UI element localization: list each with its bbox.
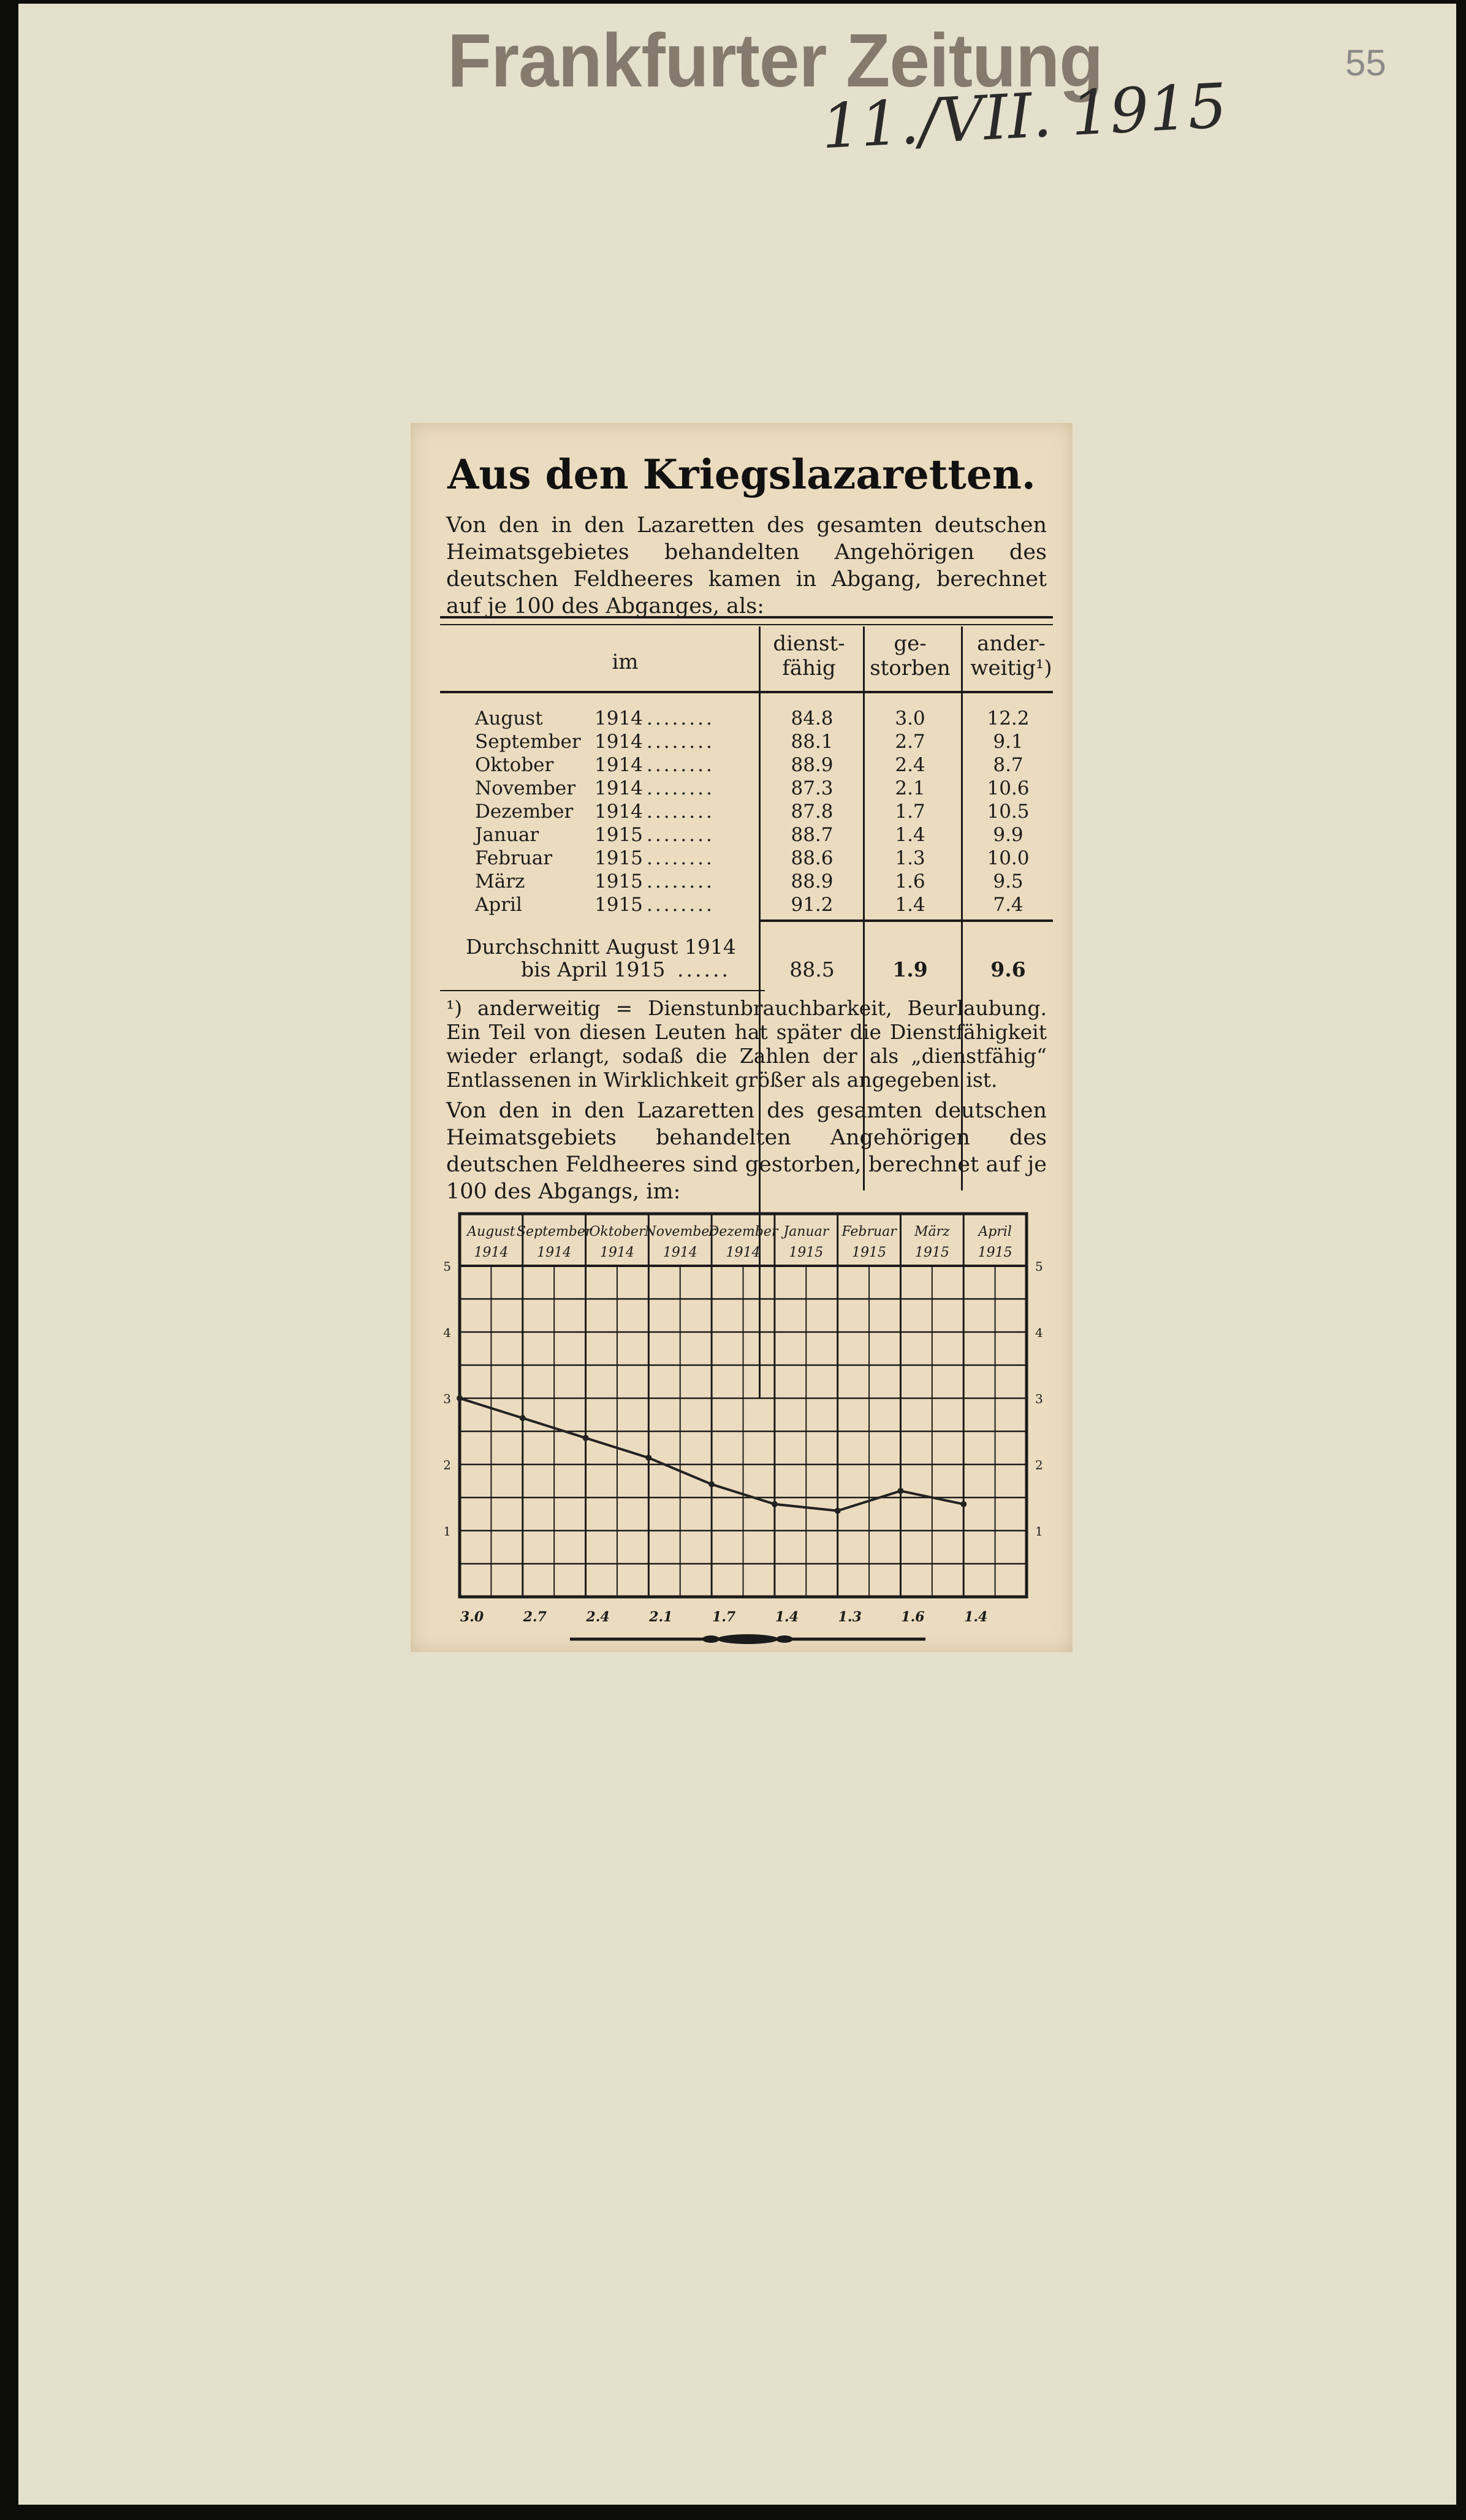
row-other: 12.2 xyxy=(987,707,1030,729)
row-died: 2.7 xyxy=(895,731,925,753)
row-year: 1914 xyxy=(594,777,643,799)
row-other: 10.5 xyxy=(987,801,1030,823)
row-month: September xyxy=(475,731,581,753)
row-year: 1915 xyxy=(594,894,643,916)
row-fit: 88.6 xyxy=(791,847,834,869)
row-fit: 87.8 xyxy=(791,801,834,823)
chart-left-tick: 5 xyxy=(443,1259,451,1274)
average-died: 1.9 xyxy=(892,957,928,981)
row-other: 10.6 xyxy=(987,777,1030,799)
chart-right-tick: 1 xyxy=(1035,1524,1043,1539)
row-month: Februar xyxy=(475,847,553,869)
row-year: 1915 xyxy=(594,870,643,893)
chart-bottom-label: 3.0 xyxy=(460,1609,484,1625)
table-header-im: im xyxy=(612,650,639,674)
row-died: 2.1 xyxy=(895,777,925,799)
chart-bottom-label: 2.7 xyxy=(523,1609,547,1625)
chart-point xyxy=(520,1415,526,1421)
chart-year-label: 1914 xyxy=(599,1245,634,1260)
chart-bottom-label: 1.6 xyxy=(901,1609,925,1625)
row-year: 1915 xyxy=(594,824,643,846)
page-number: 55 xyxy=(1345,42,1386,83)
row-month: März xyxy=(475,870,525,893)
row-died: 1.3 xyxy=(895,847,925,869)
chart-point xyxy=(772,1501,778,1507)
table-header-died-2: storben xyxy=(870,656,951,680)
chart-point xyxy=(708,1481,715,1487)
row-dots: ........ xyxy=(647,777,715,799)
row-dots: ........ xyxy=(647,707,715,729)
row-fit: 88.7 xyxy=(791,824,834,846)
chart-year-label: 1915 xyxy=(978,1245,1012,1260)
chart-grid xyxy=(460,1214,1027,1597)
row-other: 10.0 xyxy=(987,847,1030,869)
chart-bottom-label: 2.1 xyxy=(649,1609,673,1625)
chart-point xyxy=(457,1395,463,1401)
chart-year-label: 1915 xyxy=(789,1245,824,1260)
row-other: 7.4 xyxy=(993,894,1024,916)
row-month: April xyxy=(475,894,522,916)
chart-year-label: 1915 xyxy=(914,1245,949,1260)
row-year: 1914 xyxy=(594,707,643,729)
chart-month-label: Dezember xyxy=(708,1224,778,1239)
chart-month-label: September xyxy=(516,1224,592,1239)
row-died: 2.4 xyxy=(895,754,925,776)
row-month: August xyxy=(475,707,543,729)
table-header-died-1: ge- xyxy=(894,631,927,656)
row-dots: ........ xyxy=(647,847,715,869)
chart-month-label: Januar xyxy=(783,1224,829,1239)
row-year: 1915 xyxy=(594,847,643,869)
chart-bottom-labels xyxy=(460,1609,988,1625)
chart-bottom-label: 2.4 xyxy=(586,1609,610,1625)
chart-right-tick: 4 xyxy=(1035,1325,1043,1340)
row-died: 1.7 xyxy=(895,801,925,823)
row-year: 1914 xyxy=(594,731,643,753)
row-fit: 88.9 xyxy=(791,870,834,893)
row-fit: 84.8 xyxy=(791,707,834,729)
chart-bottom-label: 1.4 xyxy=(775,1609,799,1625)
chart-bottom-label: 1.4 xyxy=(964,1609,988,1625)
row-died: 1.4 xyxy=(895,894,925,916)
average-fit: 88.5 xyxy=(789,957,835,981)
chart-year-label: 1914 xyxy=(537,1245,572,1260)
chart-year-label: 1914 xyxy=(474,1245,509,1260)
row-other: 9.1 xyxy=(993,731,1024,753)
row-fit: 88.1 xyxy=(791,731,834,753)
chart-left-tick: 4 xyxy=(443,1325,451,1340)
row-other: 8.7 xyxy=(993,754,1024,776)
row-month: Oktober xyxy=(475,754,554,776)
table-header-fit-1: dienst- xyxy=(773,631,845,656)
handwritten-date: 11./VII. 1915 xyxy=(819,69,1229,163)
article-title: Aus den Kriegslazaretten. xyxy=(447,451,1036,498)
row-dots: ........ xyxy=(647,754,715,776)
row-other: 9.5 xyxy=(993,870,1024,893)
table-header-fit-2: fähig xyxy=(782,656,836,680)
average-dots: ...... xyxy=(677,957,731,981)
chart-year-label: 1914 xyxy=(663,1245,697,1260)
row-fit: 87.3 xyxy=(791,777,834,799)
chart-right-tick: 2 xyxy=(1035,1458,1043,1472)
chart-month-label: Oktober xyxy=(589,1224,645,1239)
mortality-chart xyxy=(411,423,1073,1652)
average-other: 9.6 xyxy=(990,957,1026,981)
row-dots: ........ xyxy=(647,894,715,916)
row-dots: ........ xyxy=(647,731,715,753)
newspaper-clipping xyxy=(411,423,1073,1652)
chart-month-label: März xyxy=(914,1224,950,1239)
row-month: Januar xyxy=(475,824,539,846)
chart-month-label: November xyxy=(644,1224,716,1239)
table-header-other-1: ander- xyxy=(977,631,1046,656)
chart-month-headers xyxy=(466,1224,1012,1260)
row-died: 3.0 xyxy=(895,707,925,729)
row-dots: ........ xyxy=(647,870,715,893)
row-fit: 91.2 xyxy=(791,894,834,916)
row-year: 1914 xyxy=(594,754,643,776)
chart-month-label: August xyxy=(467,1224,515,1239)
chart-month-label: Februar xyxy=(841,1224,897,1239)
chart-left-tick: 1 xyxy=(443,1524,451,1539)
chart-right-tick: 5 xyxy=(1035,1259,1043,1274)
row-died: 1.4 xyxy=(895,824,925,846)
chart-point xyxy=(897,1488,903,1494)
row-month: November xyxy=(475,777,576,799)
average-label-1: Durchschnitt August 1914 xyxy=(466,935,736,959)
chart-point xyxy=(583,1435,589,1441)
average-label-2: bis April 1915 xyxy=(521,957,666,981)
table-header-other-2: weitig¹) xyxy=(970,656,1052,680)
chart-bottom-label: 1.3 xyxy=(838,1609,862,1625)
archive-stamp: Frankfurter Zeitung xyxy=(447,18,1103,104)
row-year: 1914 xyxy=(594,801,643,823)
chart-left-tick: 3 xyxy=(443,1391,451,1406)
chart-intro: Von den in den Lazaretten des gesamten deutschen Heimatsgebiets behandelten Angehörigen des deutschen Feldheeres sind gestorben, berechnet auf je 100 des Abgangs, im: xyxy=(446,1098,1047,1204)
chart-year-label: 1915 xyxy=(852,1245,887,1260)
ornament-rule-icon xyxy=(570,1634,925,1645)
chart-bottom-label: 1.7 xyxy=(712,1609,736,1625)
row-dots: ........ xyxy=(647,824,715,846)
chart-year-label: 1914 xyxy=(726,1245,761,1260)
article-intro: Von den in den Lazaretten des gesamten deutschen Heimatsgebietes behandelten Angehörigen des deutschen Feldheeres kamen in Abgang, berechnet auf je 100 des Abganges, als: xyxy=(446,513,1047,619)
chart-point xyxy=(835,1508,841,1514)
row-month: Dezember xyxy=(475,801,574,823)
row-fit: 88.9 xyxy=(791,754,834,776)
row-died: 1.6 xyxy=(895,870,925,893)
chart-left-tick: 2 xyxy=(443,1458,451,1472)
row-dots: ........ xyxy=(647,801,715,823)
chart-right-tick: 3 xyxy=(1035,1391,1043,1406)
chart-point xyxy=(960,1501,967,1507)
footnote: ¹) anderweitig = Dienstunbrauchbarkeit, Beurlaubung. Ein Teil von diesen Leuten hat später die Dienstfähigkeit wieder erlangt, sodaß die Zahlen der als „dienstfähig“ Entlassenen in Wirklichkeit größer als angegeben ist. xyxy=(446,996,1047,1092)
chart-point xyxy=(645,1455,651,1461)
chart-month-label: April xyxy=(978,1224,1012,1239)
row-other: 9.9 xyxy=(993,824,1024,846)
